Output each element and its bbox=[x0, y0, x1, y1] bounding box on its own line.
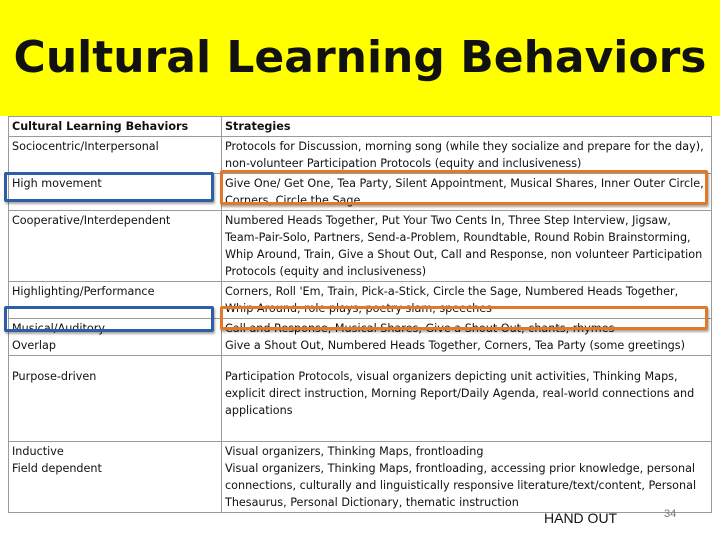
behavior-label: Musical/Auditory bbox=[12, 322, 105, 335]
behavior-label-secondary: Overlap bbox=[12, 339, 56, 352]
strategies-text: Give One/ Get One, Tea Party, Silent Appointment, Musical Shares, Inner Outer Circle, Corners, Circle the Sage bbox=[225, 177, 704, 207]
strategies-cell bbox=[222, 137, 712, 174]
highlight-box-high-movement-strategies bbox=[220, 170, 708, 205]
behavior-label: Highlighting/Performance bbox=[12, 285, 155, 298]
behavior-label: Inductive bbox=[12, 445, 64, 458]
header-behaviors: Cultural Learning Behaviors bbox=[9, 117, 222, 137]
table-row bbox=[9, 356, 712, 442]
strategies-text: Participation Protocols, visual organizers depicting unit activities, Thinking Maps, explicit direct instruction, Morning Report/Daily Agenda, real-world connections and applications bbox=[225, 370, 695, 417]
header-strategies: Strategies bbox=[222, 117, 712, 137]
table-row bbox=[9, 442, 712, 513]
behavior-label-secondary: Field dependent bbox=[12, 462, 102, 475]
behavior-cell bbox=[9, 356, 222, 442]
behavior-cell bbox=[9, 211, 222, 282]
handout-document bbox=[8, 116, 712, 509]
strategies-text: Call and Response, Musical Shares, Give a Shout Out, chants, rhymes bbox=[225, 322, 615, 335]
behavior-cell bbox=[9, 442, 222, 513]
strategies-cell bbox=[222, 211, 712, 282]
highlight-box-musical-auditory-strategies bbox=[220, 306, 708, 330]
behavior-label: Purpose-driven bbox=[12, 370, 97, 383]
strategies-text: Visual organizers, Thinking Maps, frontloading bbox=[225, 445, 484, 458]
table-row bbox=[9, 137, 712, 174]
strategies-cell bbox=[222, 356, 712, 442]
table-header-row bbox=[9, 117, 712, 137]
table-row bbox=[9, 211, 712, 282]
slide-title: Cultural Learning Behaviors bbox=[13, 32, 707, 83]
handout-label: HAND OUT bbox=[544, 510, 618, 526]
behavior-label: Sociocentric/Interpersonal bbox=[12, 140, 159, 153]
highlight-box-high-movement bbox=[4, 172, 214, 202]
highlight-box-musical-auditory bbox=[4, 306, 214, 332]
strategies-text-secondary: Give a Shout Out, Numbered Heads Together, Corners, Tea Party (some greetings) bbox=[225, 339, 685, 352]
behavior-label: High movement bbox=[12, 177, 102, 190]
strategies-text: Protocols for Discussion, morning song (while they socialize and prepare for the day), non-volunteer Participation Protocols (equity and inclusiveness) bbox=[225, 140, 704, 170]
behavior-label: Cooperative/Interdependent bbox=[12, 214, 171, 227]
strategies-text-secondary: Visual organizers, Thinking Maps, frontloading, accessing prior knowledge, personal connections, culturally and linguistically responsive literature/text/content, Personal Thesaurus, Personal Dictionary, thematic instruction bbox=[225, 462, 697, 509]
strategies-text: Numbered Heads Together, Put Your Two Cents In, Three Step Interview, Jigsaw, Team-Pair-Solo, Partners, Send-a-Problem, Roundtable, Round Robin Brainstorming, Whip Around, Train, Give a Shout Out, Call and Response, non volunteer Participation Protocols (equity and inclusiveness) bbox=[225, 214, 703, 278]
page-number: 34 bbox=[664, 508, 677, 520]
strategies-cell bbox=[222, 442, 712, 513]
behavior-cell bbox=[9, 137, 222, 174]
strategies-text: Corners, Roll 'Em, Train, Pick-a-Stick, Circle the Sage, Numbered Heads Together, Whip Around, role plays, poetry slam, speeches bbox=[225, 285, 679, 315]
